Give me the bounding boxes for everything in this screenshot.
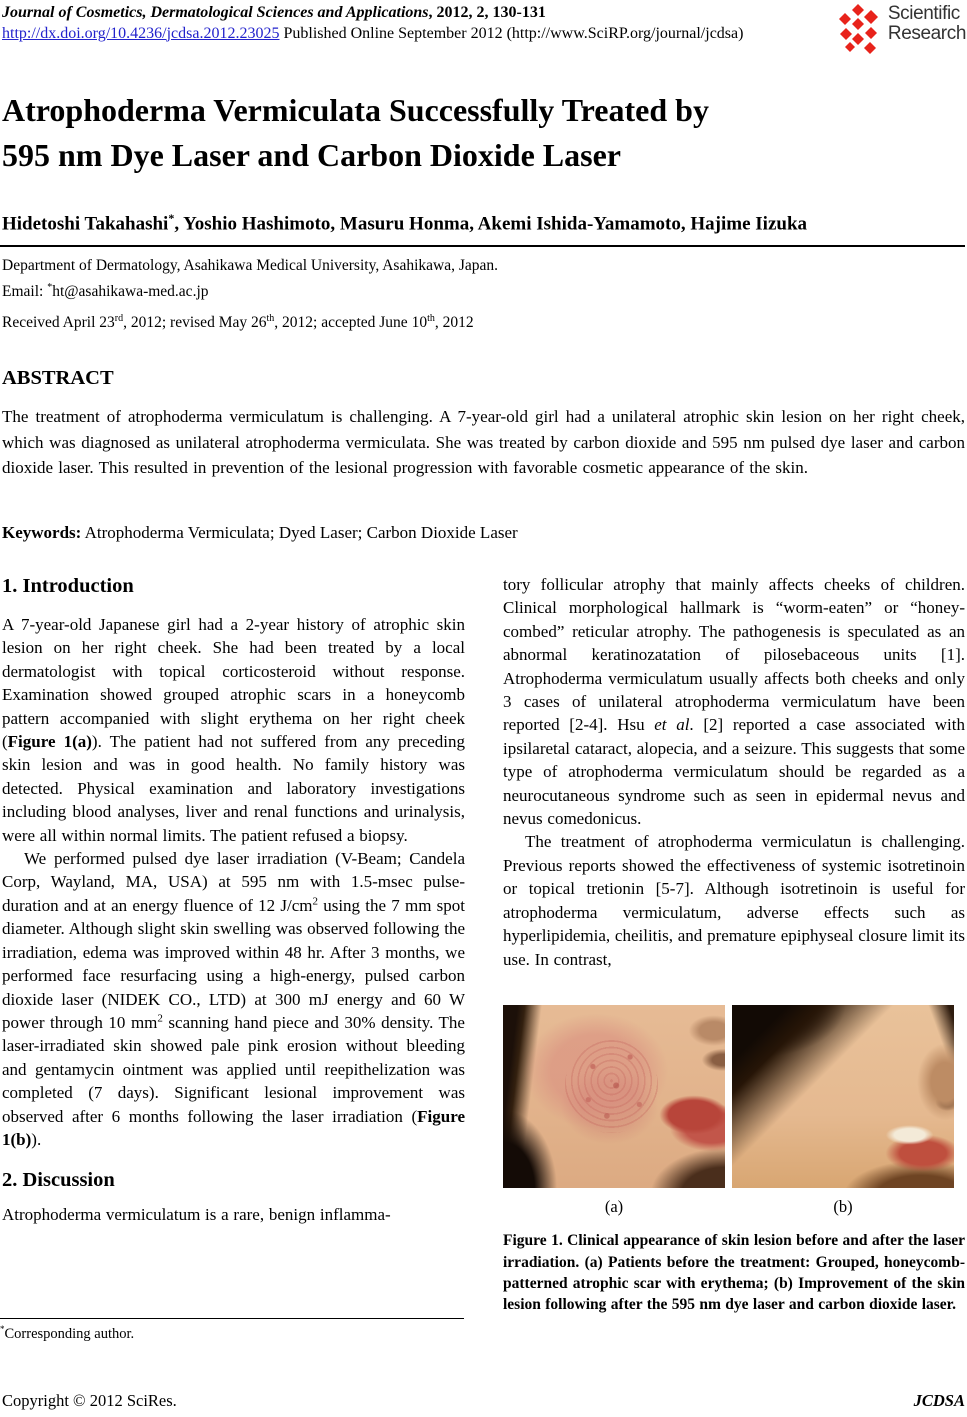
figure-label-a: (a) (604, 1196, 624, 1216)
footnote-text: Corresponding author. (4, 1325, 135, 1342)
squared-sup: 2 (157, 1012, 163, 1025)
affiliation-block (2, 255, 498, 302)
footnote-asterisk: * (0, 1324, 5, 1334)
paper-title (2, 88, 932, 178)
clinical-photo-after (732, 1005, 954, 1188)
figure-caption: Figure 1. Clinical appearance of skin lesion before and after the laser irradiation. (a) Patients before the treatment: Grouped, honeycomb-patterned atrophic scar with erythema; (b) Improvement of the skin lesion following after the 595 nm dye laser and carbon dioxide laser. (503, 1232, 965, 1314)
journal-citation-line (2, 3, 743, 24)
et-al-italic: et al (654, 715, 690, 735)
figure-photos-row (503, 1005, 965, 1188)
diamond-cluster-icon (837, 4, 883, 54)
paper-title-line2: 595 nm Dye Laser and Carbon Dioxide Laser (2, 137, 621, 173)
page-footer (2, 1391, 965, 1411)
keywords-label: Keywords: (2, 523, 82, 542)
lesion-speckle-overlay (565, 1038, 658, 1133)
email-line (2, 277, 498, 303)
intro-p2-text: using the 7 mm spot diameter. Although slight skin swelling was observed following the irradiation, edema was improved within 48 hr. After 3 months, we performed face resurfacing using a high-energy, pulsed carbon dioxide laser (NIDEK CO., LTD) at 300 mJ energy and 60 W power through 10 mm (2, 895, 465, 1032)
intro-p1-text: ). The patient had not suffered from any preceding skin lesion and was in good health. No family history was detected. Physical examination and laboratory investigations including blood analyses, liver and renal functions and urinalysis, were all within normal limits. The patient refused a biopsy. (2, 732, 465, 845)
accepted-part: , 2012; accepted June 10 (274, 314, 428, 332)
journal-name: Journal of Cosmetics, Dermatological Sciences and Applications (2, 4, 429, 21)
logo-text-line2: Research (887, 23, 966, 44)
intro-p2-text: ). (31, 1129, 42, 1149)
journal-issue: , 2012, 2, 130-131 (428, 4, 546, 21)
email-address: ht@asahikawa-med.ac.jp (52, 282, 209, 300)
intro-paragraph-1 (2, 613, 465, 847)
discussion-continuation-paragraph (503, 573, 965, 830)
discussion-opening-line: Atrophoderma vermiculatum is a rare, benign inflamma- (2, 1205, 391, 1225)
year-part: , 2012 (434, 314, 474, 332)
figure-1 (503, 1005, 965, 1316)
figure-1a-reference: Figure 1(a) (7, 732, 92, 752)
section-heading-discussion: 2. Discussion (2, 1169, 115, 1192)
logo-text-line1: Scientific (887, 3, 960, 24)
authors-line (2, 211, 807, 235)
email-asterisk: * (47, 281, 53, 293)
clinical-photo-before (503, 1005, 725, 1188)
corresponding-author-asterisk: * (168, 211, 175, 225)
footnote-block (0, 1318, 464, 1343)
footer-copyright: Copyright © 2012 SciRes. (2, 1391, 177, 1410)
left-column (2, 573, 465, 1227)
squared-sup: 2 (312, 895, 318, 908)
intro-paragraph-2 (2, 847, 465, 1151)
abstract-text: The treatment of atrophoderma vermiculatum is challenging. A 7-year-old girl had a unilateral atrophic skin lesion on her right cheek, which was diagnosed as unilateral atrophoderma vermiculata. She was treated by carbon dioxide and 595 nm pulsed dye laser and carbon dioxide laser. This resulted in prevention of the lesional progression with favorable cosmetic appearance of the skin. (2, 407, 965, 477)
revised-part: , 2012; revised May 26 (123, 314, 267, 332)
figure-label-b: (b) (833, 1196, 853, 1216)
figure-1b-reference: Figure 1(b) (2, 1106, 465, 1149)
affiliation-text: Department of Dermatology, Asahikawa Medical University, Asahikawa, Japan. (2, 257, 498, 274)
doi-link[interactable]: http://dx.doi.org/10.4236/jcdsa.2012.23025 (2, 24, 280, 42)
keywords-list: Atrophoderma Vermiculata; Dyed Laser; Carbon Dioxide Laser (81, 523, 518, 542)
received-dates-line (2, 313, 474, 332)
doi-line (2, 24, 743, 45)
author-lead: Hidetoshi Takahashi (2, 213, 169, 235)
figure-panel-labels (503, 1195, 965, 1218)
discussion-treatment-paragraph: The treatment of atrophoderma vermiculatun is challenging. Previous reports showed the effectiveness of systemic isotretinoin or topical tretionin [5-7]. Although isotretinoin is useful for atrophoderma vermiculatum, adverse effects such as hyperlipidemia, cheilitis, and premature epiphyseal closure limit its use. In contrast, (503, 832, 965, 969)
ordinal-sup: th (266, 313, 275, 324)
logo-text (888, 4, 966, 44)
section-heading-introduction: 1. Introduction (2, 575, 134, 597)
intro-p2-text: We performed pulsed dye laser irradiation (V-Beam; Candela Corp, Wayland, MA, USA) at 595 nm with 1.5-msec pulse-duration and at an energy fluence of 12 J/cm (2, 849, 465, 915)
intro-p1-text: A 7-year-old Japanese girl had a 2-year history of atrophic skin lesion on her right cheek. She had been treated by a local dermatologist with topical corticosteroid without response. Examination showed grouped atrophic scars in a honeycomb pattern accompanied with slight erythema on her right cheek ( (2, 615, 465, 752)
email-label: Email: (2, 282, 48, 300)
intro-p2-text: scanning hand piece and 30% density. The laser-irradiated skin showed pale pink erosion without bleeding and gentamycin ointment was applied until reepithelization was completed (7 days). Significant lesional improvement was observed after 6 months following the laser irradiation ( (2, 1012, 465, 1126)
published-online-text: Published Online September 2012 (http://www.SciRP.org/journal/jcdsa) (279, 24, 744, 42)
keywords-line (2, 523, 518, 543)
ordinal-sup: rd (114, 313, 124, 324)
authors-divider-rule (0, 245, 965, 247)
footer-journal-abbrev: JCDSA (913, 1391, 965, 1410)
authors-rest: , Yoshio Hashimoto, Masuru Honma, Akemi Ishida-Yamamoto, Hajime Iizuka (174, 213, 808, 235)
discussion-text: tory follicular atrophy that mainly affects cheeks of children. Clinical morphological hallmark is “worm-eaten” or “honey-combed” reticular atrophy. The pathogenesis is speculated as an abnormal keratinozatation of pilosebaceous units [1]. Atrophoderma vermiculatum usually affects both cheeks and only 3 cases of unilateral atrophoderma vermiculatum have been reported [2-4]. Hsu (503, 575, 965, 735)
ordinal-sup: th (427, 313, 435, 324)
received-part: Received April 23 (2, 314, 115, 332)
scientific-research-logo (837, 4, 966, 54)
discussion-text: . [2] reported a case associated with ipsilaretal cataract, alopecia, and a seizure. This suggests that some type of atrophoderma vermiculatum should be regarded as a neurocutaneous syndrome such as seen in epidermal nevus and nevus comedonicus. (503, 715, 965, 829)
right-column (503, 573, 965, 1316)
paper-title-line1: Atrophoderma Vermiculata Successfully Treated by (2, 92, 709, 128)
page-header (2, 3, 743, 44)
abstract-heading: ABSTRACT (2, 367, 114, 389)
